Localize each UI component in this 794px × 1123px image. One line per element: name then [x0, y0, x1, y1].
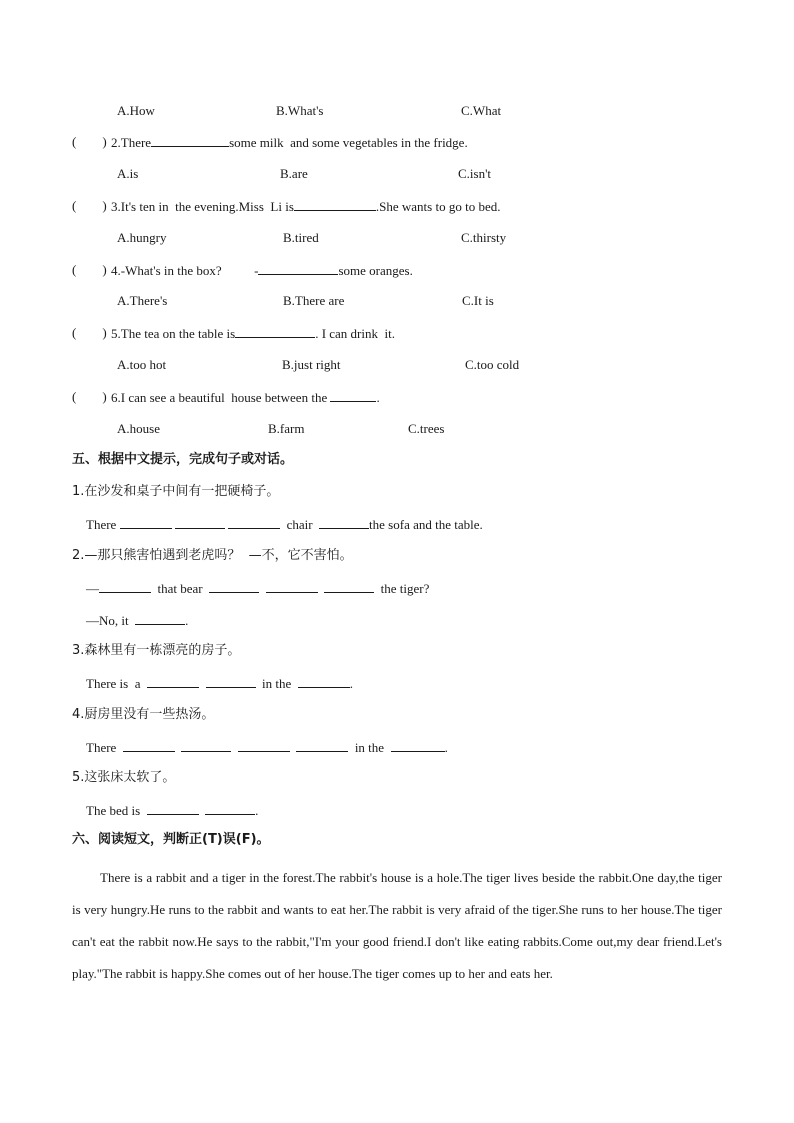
translation-item-2-cn: 2.—那只熊害怕遇到老虎吗？ —不，它不害怕。: [72, 548, 353, 563]
q3-option-b: B.tired: [283, 230, 319, 245]
sentence-text: in the: [255, 676, 298, 691]
sentence-text: There is a: [86, 676, 148, 691]
answer-blank[interactable]: [151, 134, 229, 147]
answer-blank[interactable]: [319, 516, 369, 529]
question-text: .: [376, 390, 380, 405]
question-3: [111, 198, 500, 215]
question-6: [111, 389, 380, 406]
sentence-text: chair: [280, 517, 320, 532]
question-text: 3.It's ten in the evening.Miss Li is: [111, 199, 294, 214]
q2-option-c: C.isn't: [458, 166, 492, 181]
question-4: [111, 262, 413, 279]
answer-blank[interactable]: [391, 739, 445, 752]
question-5: [111, 325, 395, 342]
q4-option-a: A.There's: [117, 293, 168, 308]
answer-paren[interactable]: ( ): [72, 325, 107, 340]
question-text: some milk and some vegetables in the fridge.: [229, 135, 468, 150]
q4-option-b: B.There are: [283, 293, 345, 308]
sentence-text: the tiger?: [374, 581, 430, 596]
section-5-heading: 五、根据中文提示，完成句子或对话。: [72, 452, 294, 467]
translation-item-4-cn: 4.厨房里没有一些热汤。: [72, 707, 215, 722]
translation-item-4-en: [86, 739, 448, 756]
q1-option-c: C.What: [461, 103, 502, 118]
answer-blank[interactable]: [123, 739, 175, 752]
answer-blank[interactable]: [206, 675, 256, 688]
sentence-text: There: [86, 740, 123, 755]
sentence-text: .: [185, 613, 189, 628]
answer-blank[interactable]: [294, 198, 376, 211]
answer-paren[interactable]: ( ): [72, 262, 107, 277]
question-text: 4.-What's in the box? -: [111, 263, 259, 278]
sentence-text: that bear: [151, 581, 210, 596]
answer-blank[interactable]: [120, 516, 172, 529]
translation-item-1-en: [86, 516, 483, 533]
answer-blank[interactable]: [330, 389, 376, 402]
section-6-heading: 六、阅读短文，判断正(T)误(F)。: [72, 832, 270, 847]
sentence-text: .: [444, 740, 448, 755]
answer-blank[interactable]: [298, 675, 350, 688]
answer-blank[interactable]: [205, 802, 255, 815]
q5-option-c: C.too cold: [465, 357, 520, 372]
sentence-text: There: [86, 517, 120, 532]
answer-paren[interactable]: ( ): [72, 198, 107, 213]
q4-option-c: C.It is: [462, 293, 494, 308]
answer-paren[interactable]: ( ): [72, 134, 107, 149]
q1-option-a: A.How: [117, 103, 155, 118]
answer-blank[interactable]: [209, 580, 259, 593]
question-2: [111, 134, 468, 151]
reading-passage: There is a rabbit and a tiger in the forest.The rabbit's house is a hole.The tiger lives beside the rabbit.One day,the tiger is very hungry.He runs to the rabbit and wants to eat her.The rabbit is very afraid of the tiger.She runs to her house.The tiger can't eat the rabbit now.He says to the rabbit,"I'm your good friend.I don't like eating rabbits.Come out,my dear friend.Let's play."The rabbit is happy.She comes out of her house.The tiger comes up to her and eats her.: [72, 870, 722, 981]
question-text: 6.I can see a beautiful house between the: [111, 390, 331, 405]
translation-item-1-cn: 1.在沙发和桌子中间有一把硬椅子。: [72, 484, 280, 499]
answer-paren[interactable]: ( ): [72, 389, 107, 404]
q3-option-c: C.thirsty: [461, 230, 507, 245]
answer-blank[interactable]: [147, 675, 199, 688]
answer-blank[interactable]: [181, 739, 231, 752]
sentence-text: —No, it: [86, 613, 136, 628]
sentence-text: .: [255, 803, 259, 818]
answer-blank[interactable]: [296, 739, 348, 752]
question-text: 5.The tea on the table is: [111, 326, 236, 341]
q6-option-b: B.farm: [268, 421, 305, 436]
translation-item-5-cn: 5.这张床太软了。: [72, 770, 176, 785]
translation-item-2-en: [86, 580, 429, 597]
answer-blank[interactable]: [228, 516, 280, 529]
sentence-text: .: [349, 676, 354, 691]
answer-blank[interactable]: [235, 325, 315, 338]
question-text: .She wants to go to bed.: [375, 199, 501, 214]
translation-item-5-en: [86, 802, 258, 819]
answer-blank[interactable]: [324, 580, 374, 593]
translation-item-2-en-reply: [86, 612, 188, 629]
translation-item-3-en: [86, 675, 353, 692]
q1-option-b: B.What's: [276, 103, 324, 118]
q2-option-b: B.are: [280, 166, 308, 181]
answer-blank[interactable]: [266, 580, 318, 593]
question-text: some oranges.: [338, 263, 413, 278]
answer-blank[interactable]: [99, 580, 151, 593]
q3-option-a: A.hungry: [117, 230, 167, 245]
question-text: . I can drink it.: [315, 326, 395, 341]
q6-option-a: A.house: [117, 421, 160, 436]
translation-item-3-cn: 3.森林里有一栋漂亮的房子。: [72, 643, 241, 658]
question-text: 2.There: [111, 135, 152, 150]
sentence-text: The bed is: [86, 803, 147, 818]
q2-option-a: A.is: [117, 166, 139, 181]
sentence-text: in the: [348, 740, 391, 755]
answer-blank[interactable]: [147, 802, 199, 815]
q5-option-a: A.too hot: [117, 357, 167, 372]
answer-blank[interactable]: [238, 739, 290, 752]
answer-blank[interactable]: [258, 262, 338, 275]
sentence-text: —: [86, 581, 99, 596]
answer-blank[interactable]: [175, 516, 225, 529]
q5-option-b: B.just right: [282, 357, 341, 372]
q6-option-c: C.trees: [408, 421, 445, 436]
answer-blank[interactable]: [135, 612, 185, 625]
sentence-text: the sofa and the table.: [369, 517, 483, 532]
